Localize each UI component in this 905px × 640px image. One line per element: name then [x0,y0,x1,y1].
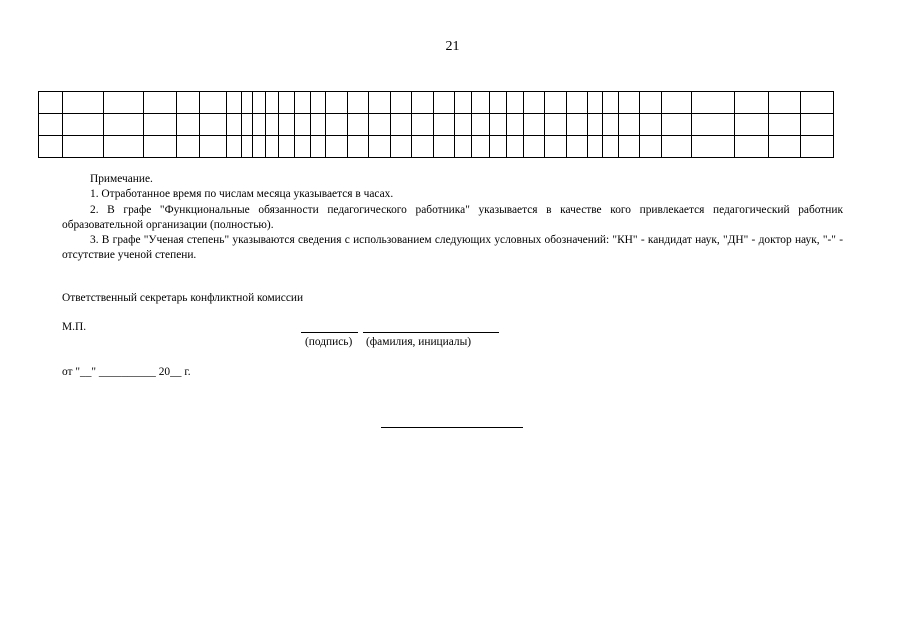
table-cell [369,92,391,114]
table-cell [412,114,434,136]
table-cell [801,114,834,136]
table-cell [62,92,103,114]
table-cell [311,114,326,136]
table-cell [278,114,294,136]
table-cell [311,136,326,158]
table-cell [369,114,391,136]
table-cell [242,92,253,114]
table-cell [603,114,618,136]
notes-section [62,172,843,264]
table-cell [144,114,176,136]
table-row [39,136,834,158]
table-cell [455,114,472,136]
table-cell [472,92,489,114]
name-line [363,332,499,333]
table-cell [618,92,640,114]
table-cell [769,114,801,136]
table-cell [545,92,567,114]
table-cell [640,136,662,158]
table-cell [545,136,567,158]
table-cell [489,114,506,136]
table-cell [523,92,545,114]
table-cell [489,136,506,158]
table-cell [294,92,310,114]
table-cell [734,92,768,114]
table-cell [506,136,523,158]
table-cell [661,114,691,136]
table-cell [523,114,545,136]
secretary-role: Ответственный секретарь конфликтной комиссии [62,292,304,304]
bottom-rule [381,427,523,428]
table-cell [278,92,294,114]
table-cell [412,92,434,114]
table-cell [253,92,266,114]
table-cell [455,92,472,114]
table-cell [506,114,523,136]
table-cell [278,136,294,158]
table-cell [227,92,242,114]
table-cell [603,136,618,158]
table-cell [347,114,369,136]
note-item-1: 1. Отработанное время по числам месяца указывается в часах. [90,188,394,201]
table-cell [39,136,63,158]
table-cell [200,92,227,114]
table-cell [103,92,144,114]
table-cell [618,136,640,158]
notes-heading: Примечание. [90,173,153,185]
table-cell [769,92,801,114]
hours-grid-table [38,91,834,158]
table-cell [176,92,200,114]
table-cell [200,114,227,136]
table-cell [603,92,618,114]
table-cell [691,92,734,114]
table-cell [103,114,144,136]
table-cell [227,136,242,158]
table-cell [640,114,662,136]
table-cell [566,136,588,158]
table-cell [433,114,455,136]
table-cell [294,114,310,136]
table-cell [588,92,603,114]
date-line: от "__" __________ 20__ г. [62,366,191,378]
table-cell [489,92,506,114]
table-cell [311,92,326,114]
table-cell [144,136,176,158]
table-cell [227,114,242,136]
table-cell [640,92,662,114]
table-cell [618,114,640,136]
name-label: (фамилия, инициалы) [366,336,472,348]
table-cell [265,136,278,158]
table-cell [801,136,834,158]
table-cell [691,114,734,136]
table-cell [412,136,434,158]
table-cell [734,114,768,136]
table-cell [472,136,489,158]
table-cell [294,136,310,158]
table-cell [506,92,523,114]
table-cell [390,136,412,158]
table-cell [326,136,348,158]
signature-label: (подпись) [305,336,353,348]
table-cell [265,92,278,114]
table-cell [769,136,801,158]
table-cell [144,92,176,114]
table-cell [253,114,266,136]
table-cell [242,114,253,136]
table-cell [472,114,489,136]
table-cell [242,136,253,158]
table-cell [62,114,103,136]
table-cell [390,92,412,114]
table-cell [691,136,734,158]
table-row [39,114,834,136]
table-cell [103,136,144,158]
table-cell [326,114,348,136]
table-cell [347,92,369,114]
table-cell [39,92,63,114]
table-cell [566,92,588,114]
table-cell [588,136,603,158]
page-number: 21 [445,39,460,54]
table-cell [734,136,768,158]
table-cell [62,136,103,158]
stamp-placeholder: М.П. [62,321,87,333]
table-cell [523,136,545,158]
table-cell [176,136,200,158]
note-item-3: 3. В графе "Ученая степень" указываются сведения с использованием следующих условных обозначений: "КН" - кандидат наук, "ДН" - доктор наук, "-" - отсутствие ученой степени. [62,234,843,262]
table-cell [661,136,691,158]
table-cell [455,136,472,158]
table-cell [176,114,200,136]
table-cell [566,114,588,136]
table-cell [253,136,266,158]
table-cell [390,114,412,136]
table-cell [347,136,369,158]
table-cell [801,92,834,114]
table-cell [326,92,348,114]
table-cell [39,114,63,136]
table-cell [661,92,691,114]
table-cell [369,136,391,158]
table-cell [433,136,455,158]
table-cell [588,114,603,136]
table-row [39,92,834,114]
table-cell [433,92,455,114]
table-cell [545,114,567,136]
note-item-2: 2. В графе "Функциональные обязанности педагогического работника" указывается в качестве кого привлекается педагогический работник образовательной организации (полностью). [62,203,843,231]
table-cell [200,136,227,158]
table-cell [265,114,278,136]
signature-line [301,332,358,333]
